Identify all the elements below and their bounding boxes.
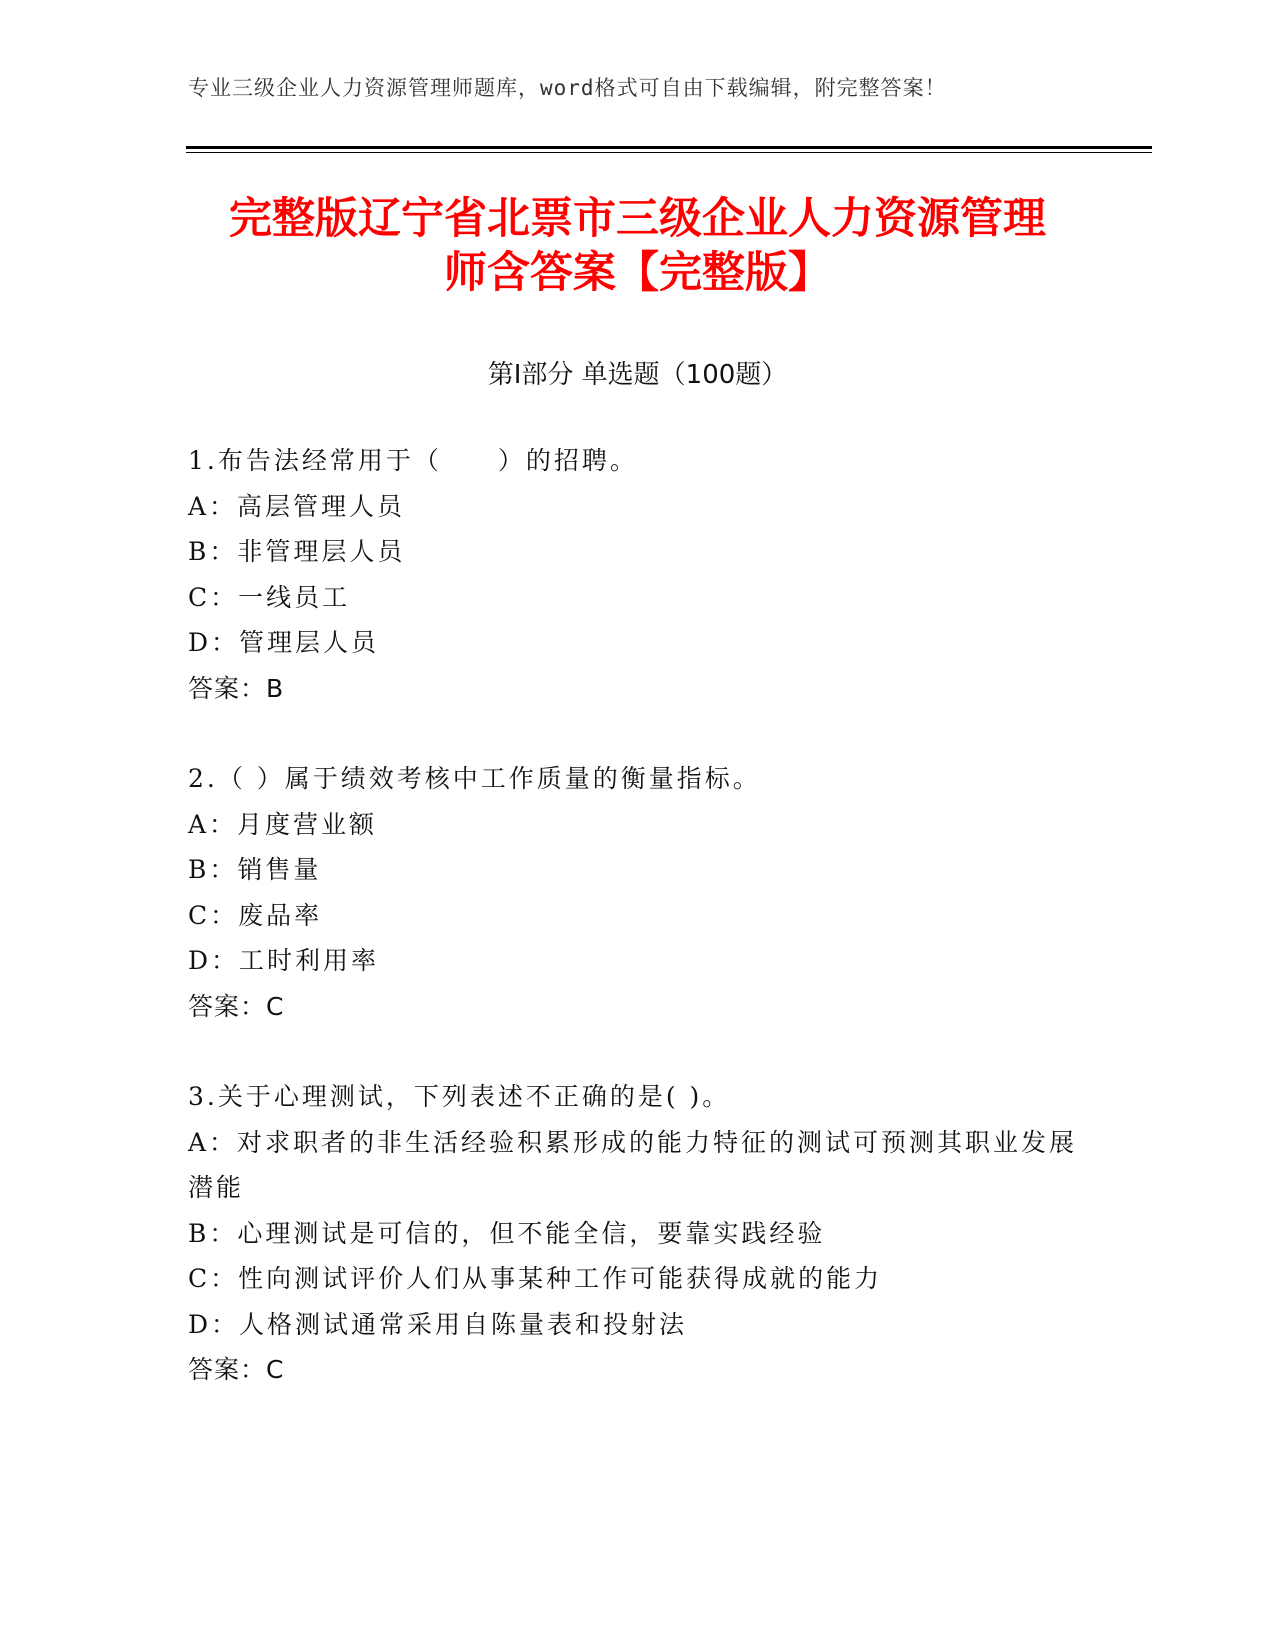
option-d: D：工时利用率 — [188, 946, 380, 975]
option-b: B：心理测试是可信的，但不能全信，要靠实践经验 — [188, 1218, 826, 1248]
question-list — [188, 438, 1078, 1438]
question-1 — [188, 438, 1078, 711]
answer: 答案：C — [188, 1355, 285, 1384]
option-a: A：月度营业额 — [188, 809, 378, 839]
option-c: C：一线员工 — [188, 582, 351, 612]
section-heading: 第Ⅰ部分 单选题（100题） — [487, 360, 788, 390]
header-divider-thin — [186, 152, 1152, 153]
page-header-text: 专业三级企业人力资源管理师题库，word格式可自由下载编辑，附完整答案！ — [188, 76, 947, 100]
question-stem: 2.（ ）属于绩效考核中工作质量的衡量指标。 — [188, 764, 761, 793]
question-stem: 1.布告法经常用于（ ）的招聘。 — [188, 446, 638, 475]
option-c: C：废品率 — [188, 900, 323, 930]
document-title-line-2: 师含答案【完整版】 — [444, 248, 831, 298]
option-c: C：性向测试评价人们从事某种工作可能获得成就的能力 — [188, 1264, 883, 1293]
question-3 — [188, 1074, 1078, 1393]
option-d: D：人格测试通常采用自陈量表和投射法 — [188, 1309, 688, 1339]
option-b: B：非管理层人员 — [188, 537, 406, 566]
answer: 答案：B — [188, 673, 285, 703]
document-title — [150, 192, 1125, 300]
document-title-line-1: 完整版辽宁省北票市三级企业人力资源管理 — [229, 194, 1046, 244]
option-a: A：对求职者的非生活经验积累形成的能力特征的测试可预测其职业发展潜能 — [188, 1127, 1078, 1202]
option-d: D：管理层人员 — [188, 628, 380, 657]
answer: 答案：C — [188, 991, 285, 1021]
option-b: B：销售量 — [188, 855, 322, 884]
header-divider-thick — [186, 146, 1152, 149]
option-a: A：高层管理人员 — [188, 491, 406, 521]
question-stem: 3.关于心理测试，下列表述不正确的是( )。 — [188, 1082, 731, 1111]
question-2 — [188, 756, 1078, 1029]
